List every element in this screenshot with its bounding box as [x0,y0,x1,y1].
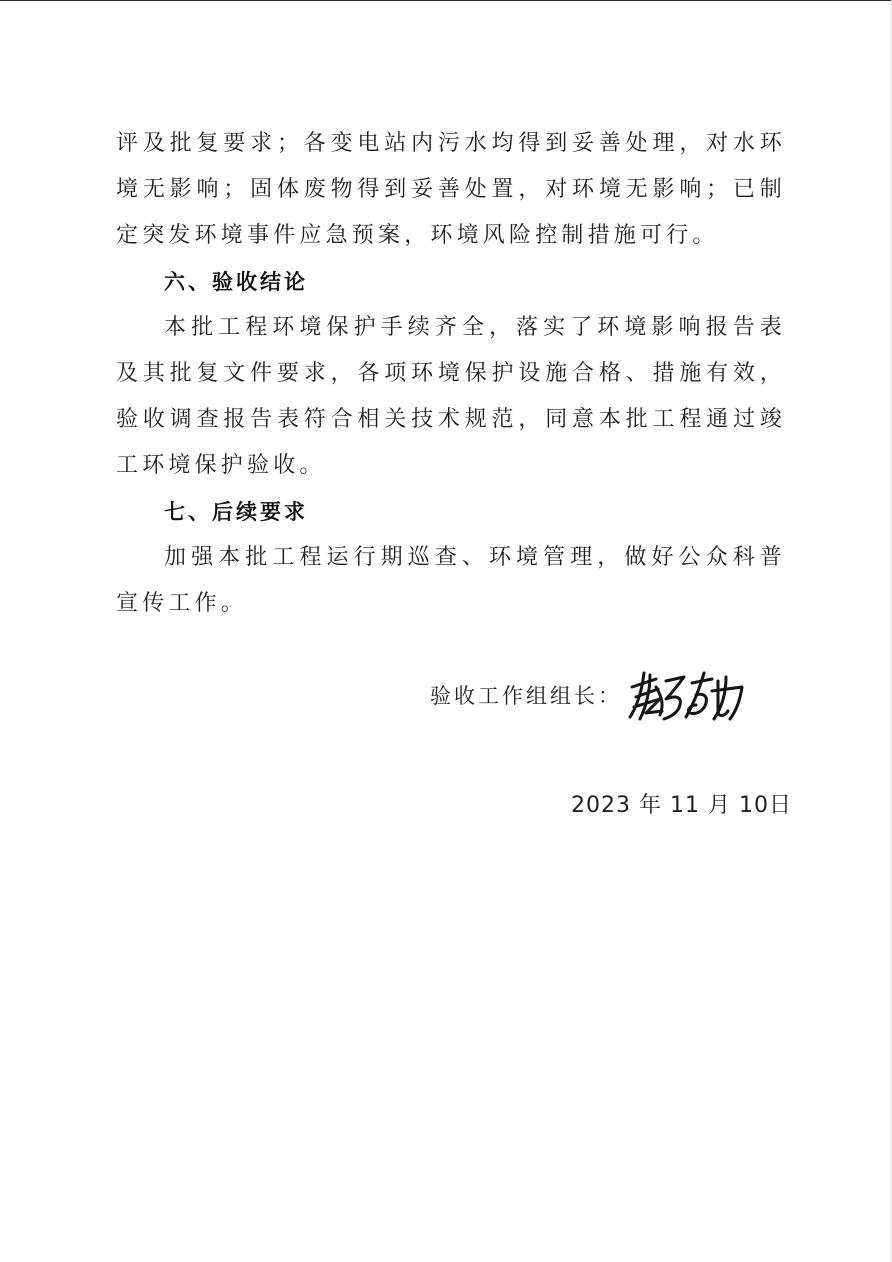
date-year: 2023 [571,793,631,818]
page-top-border [0,0,892,1]
acceptance-conclusion-paragraph: 本批工程环境保护手续齐全，落实了环境影响报告表及其批复文件要求，各项环境保护设施合格、措施有效，验收调查报告表符合相关技术规范，同意本批工程通过竣工环境保护验收。 [116,315,786,478]
date-year-char: 年 [639,793,663,818]
follow-up-requirements-paragraph: 加强本批工程运行期巡查、环境管理，做好公众科普宣传工作。 [116,545,786,616]
date-month-char: 月 [708,793,732,818]
section-heading-acceptance-conclusion: 六、验收结论 [164,270,308,294]
handwritten-signature [626,667,748,723]
document-body [116,121,786,627]
signoff-label: 验收工作组组长： [430,684,622,708]
date-day-char: 日 [769,793,793,818]
signoff-block [430,665,748,725]
continued-paragraph: 评及批复要求；各变电站内污水均得到妥善处理，对水环境无影响；固体废物得到妥善处置，对环境无影响；已制定突发环境事件应急预案，环境风险控制措施可行。 [116,131,786,248]
document-date [571,786,792,826]
section-heading-follow-up-requirements: 七、后续要求 [164,500,308,524]
date-day: 10 [739,793,770,818]
date-month: 11 [670,793,701,818]
